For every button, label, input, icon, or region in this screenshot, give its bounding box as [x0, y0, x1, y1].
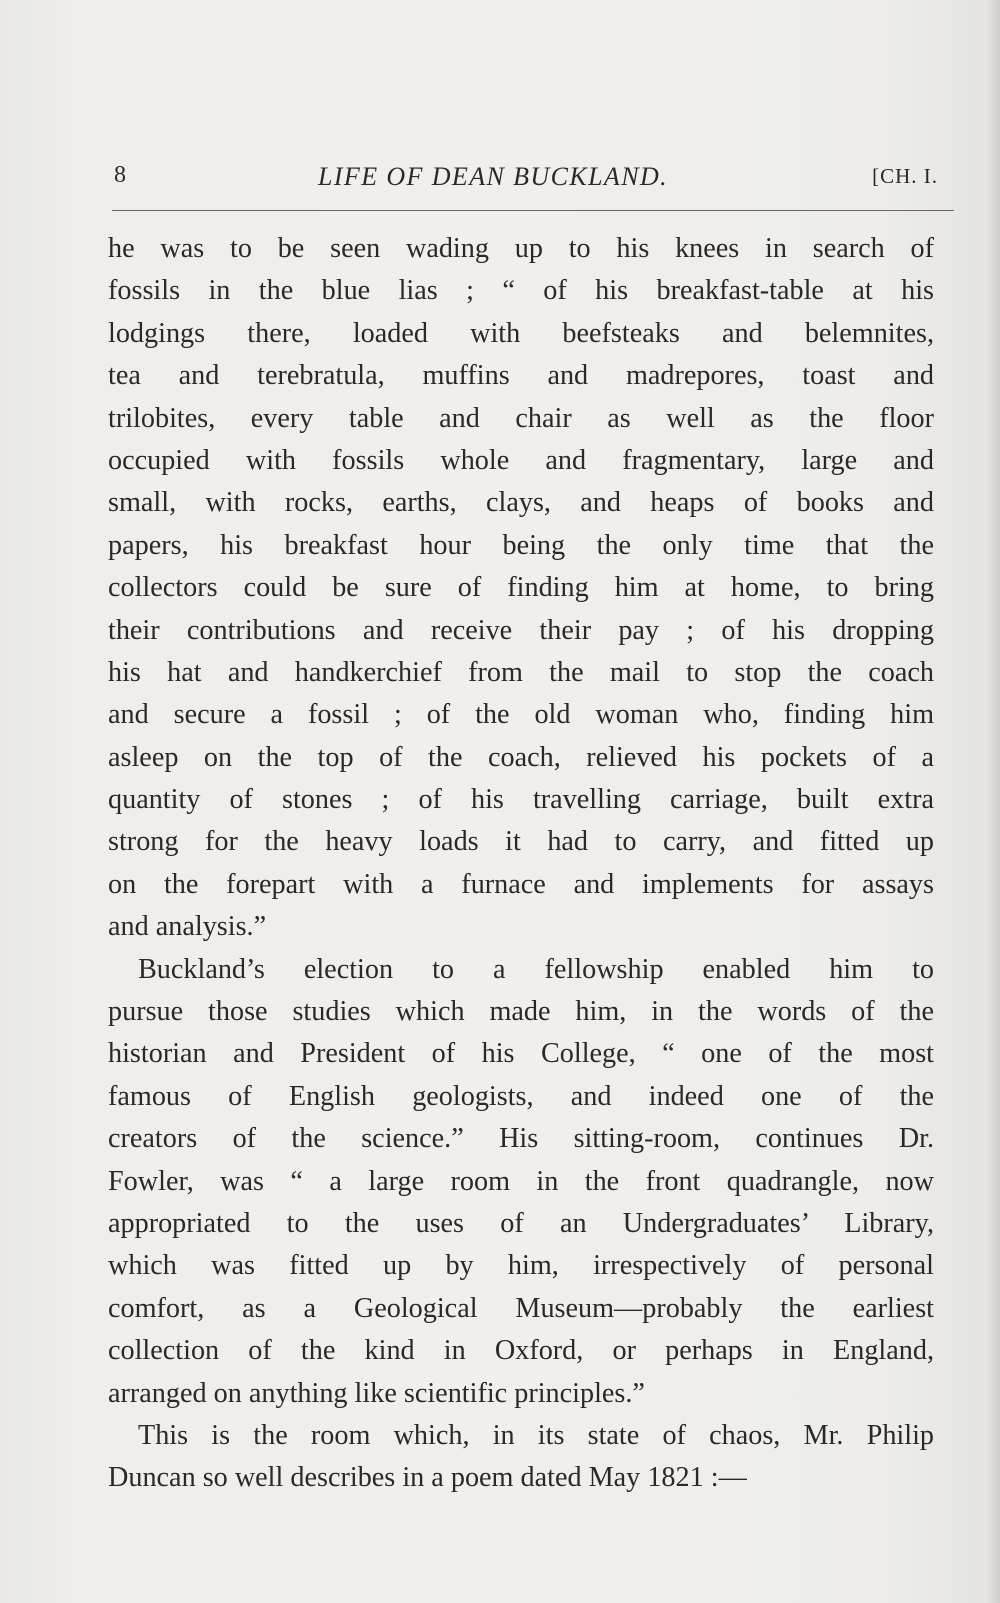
text-line: fossils in the blue lias ; “ of his breakfast-table at his — [108, 275, 934, 307]
running-header — [112, 158, 946, 198]
text-line: on the forepart with a furnace and implements for assays — [108, 868, 934, 900]
text-line: their contributions and receive their pay ; of his dropping — [108, 614, 934, 646]
text-line: lodgings there, loaded with beefsteaks and belemnites, — [108, 317, 934, 349]
text-line: pursue those studies which made him, in the words of the — [108, 996, 934, 1028]
text-line: This is the room which, in its state of chaos, Mr. Philip — [138, 1419, 934, 1451]
page-number: 8 — [114, 162, 126, 188]
text-line: small, with rocks, earths, clays, and heaps of books and — [108, 487, 934, 519]
text-line: trilobites, every table and chair as well as the floor — [108, 402, 934, 434]
body-text — [108, 228, 934, 1500]
text-line: famous of English geologists, and indeed one of the — [108, 1080, 934, 1112]
paragraph — [108, 1415, 934, 1500]
text-line: Duncan so well describes in a poem dated May 1821 :— — [108, 1462, 747, 1494]
text-line: quantity of stones ; of his travelling carriage, built extra — [108, 784, 934, 816]
text-line: Fowler, was “ a large room in the front quadrangle, now — [108, 1165, 934, 1197]
header-rule — [112, 210, 954, 211]
running-title: LIFE OF DEAN BUCKLAND. — [318, 162, 669, 191]
text-line: which was fitted up by him, irrespectively of personal — [108, 1250, 934, 1282]
text-line: creators of the science.” His sitting-room, continues Dr. — [108, 1123, 934, 1155]
text-line: comfort, as a Geological Museum—probably the earliest — [108, 1292, 934, 1324]
text-line: papers, his breakfast hour being the only time that the — [108, 529, 934, 561]
text-line: and secure a fossil ; of the old woman who, finding him — [108, 699, 934, 731]
paragraph — [108, 949, 934, 1415]
page-edge-shadow — [986, 0, 1000, 1603]
text-line: appropriated to the uses of an Undergraduates’ Library, — [108, 1207, 934, 1239]
paragraph — [108, 228, 934, 949]
text-line: arranged on anything like scientific principles.” — [108, 1377, 645, 1409]
text-line: and analysis.” — [108, 911, 267, 943]
text-line: collection of the kind in Oxford, or perhaps in England, — [108, 1335, 934, 1367]
text-line: collectors could be sure of finding him at home, to bring — [108, 572, 934, 604]
chapter-reference: [CH. I. — [872, 164, 938, 188]
text-line: Buckland’s election to a fellowship enabled him to — [138, 953, 934, 985]
text-line: asleep on the top of the coach, relieved his pockets of a — [108, 741, 934, 773]
text-line: occupied with fossils whole and fragmentary, large and — [108, 444, 934, 476]
text-line: he was to be seen wading up to his knees in search of — [108, 233, 934, 264]
text-line: historian and President of his College, “ one of the most — [108, 1038, 934, 1070]
text-line: strong for the heavy loads it had to carry, and fitted up — [108, 826, 934, 858]
text-line: his hat and handkerchief from the mail to stop the coach — [108, 656, 934, 688]
text-line: tea and terebratula, muffins and madrepores, toast and — [108, 360, 934, 392]
